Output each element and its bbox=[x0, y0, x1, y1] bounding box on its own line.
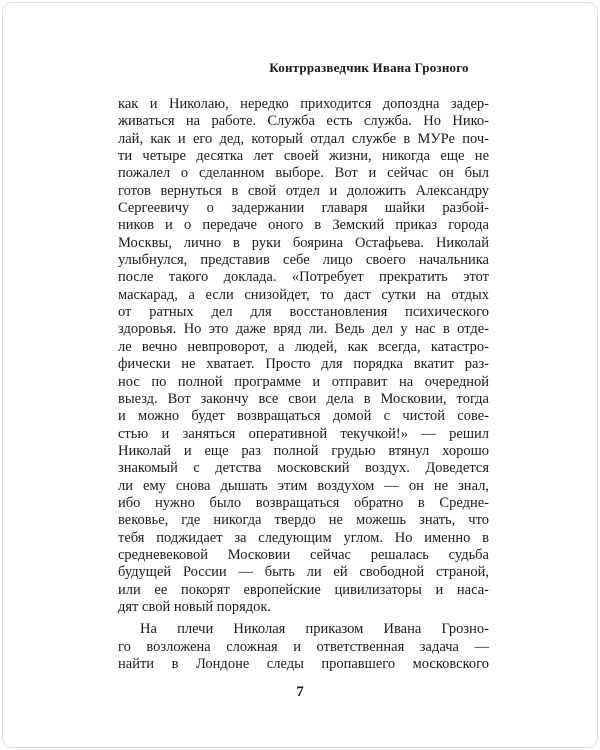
text-line: от ратных дел для восстановления психического bbox=[118, 304, 489, 321]
text-line: улыбнулся, представив себе лицо своего начальника bbox=[118, 252, 489, 269]
text-line: будущей России — быть ли ей свободной страной, bbox=[118, 564, 489, 581]
text-line: как и Николаю, нередко приходится допоздна задер- bbox=[118, 96, 489, 112]
page-number: 7 bbox=[296, 684, 304, 700]
text-block bbox=[118, 96, 489, 673]
text-line: здоровья. Но это даже вряд ли. Ведь дел у нас в отде- bbox=[118, 321, 489, 338]
paragraph bbox=[118, 96, 489, 616]
text-line: знакомый с детства московский воздух. Доведется bbox=[118, 460, 489, 477]
text-line: вековье, где никогда твердо не можешь знать, что bbox=[118, 512, 489, 529]
text-line: ибо нужно было возвращаться обратно в Средне- bbox=[118, 494, 489, 511]
text-line: после такого доклада. «Потребует прекратить этот bbox=[118, 269, 489, 286]
text-line: Сергеевичу о задержании главаря шайки разбой- bbox=[118, 200, 489, 217]
paragraph bbox=[118, 621, 489, 673]
text-line: найти в Лондоне следы пропавшего московского bbox=[118, 656, 489, 672]
text-line: На плечи Николая приказом Ивана Грозно- bbox=[140, 621, 489, 638]
text-line: живаться на работе. Служба есть служба. Но Нико- bbox=[118, 113, 489, 130]
text-line: ле вечно невпроворот, а людей, как всегда, катастро- bbox=[118, 338, 489, 355]
text-line: маскарад, а если снизойдет, то даст сутки на отдых bbox=[118, 286, 489, 303]
text-line: Николай и еще раз полной грудью втянул хорошо bbox=[118, 442, 489, 459]
text-line: го возложена сложная и ответственная задача — bbox=[118, 638, 489, 655]
text-line: тебя поджидает за следующим углом. Но именно в bbox=[118, 529, 489, 546]
text-line: стью и заняться оперативной текучкой!» — решил bbox=[118, 425, 489, 442]
text-line: нос по полной программе и отправит на очередной bbox=[118, 373, 489, 390]
text-line: ти четыре десятка лет своей жизни, никогда еще не bbox=[118, 148, 489, 165]
text-line: и можно будет возвращаться домой с чистой сове- bbox=[118, 408, 489, 425]
text-line: готов вернуться в свой отдел и доложить Александру bbox=[118, 182, 489, 199]
text-line: выезд. Вот закончу все свои дела в Московии, тогда bbox=[118, 390, 489, 407]
text-line: пожалел о сделанном выборе. Вот и сейчас он был bbox=[118, 165, 489, 182]
text-line: ников и о передаче оного в Земский приказ города bbox=[118, 217, 489, 234]
text-line: или ее покорят европейские цивилизаторы и наса- bbox=[118, 581, 489, 598]
running-header: Контрразведчик Ивана Грозного bbox=[269, 60, 469, 75]
text-line: фически не хватает. Просто для порядка вкатит раз- bbox=[118, 356, 489, 373]
text-line: лай, как и его дед, который отдал службе в МУРе поч- bbox=[118, 130, 489, 147]
text-line: дят свой новый порядок. bbox=[118, 598, 272, 615]
text-line: ли ему снова дышать этим воздухом — он не знал, bbox=[118, 477, 489, 494]
text-line: Москвы, лично в руки боярина Остафьева. Николай bbox=[118, 234, 489, 251]
text-line: средневековой Московии сейчас решалась судьба bbox=[118, 546, 489, 563]
